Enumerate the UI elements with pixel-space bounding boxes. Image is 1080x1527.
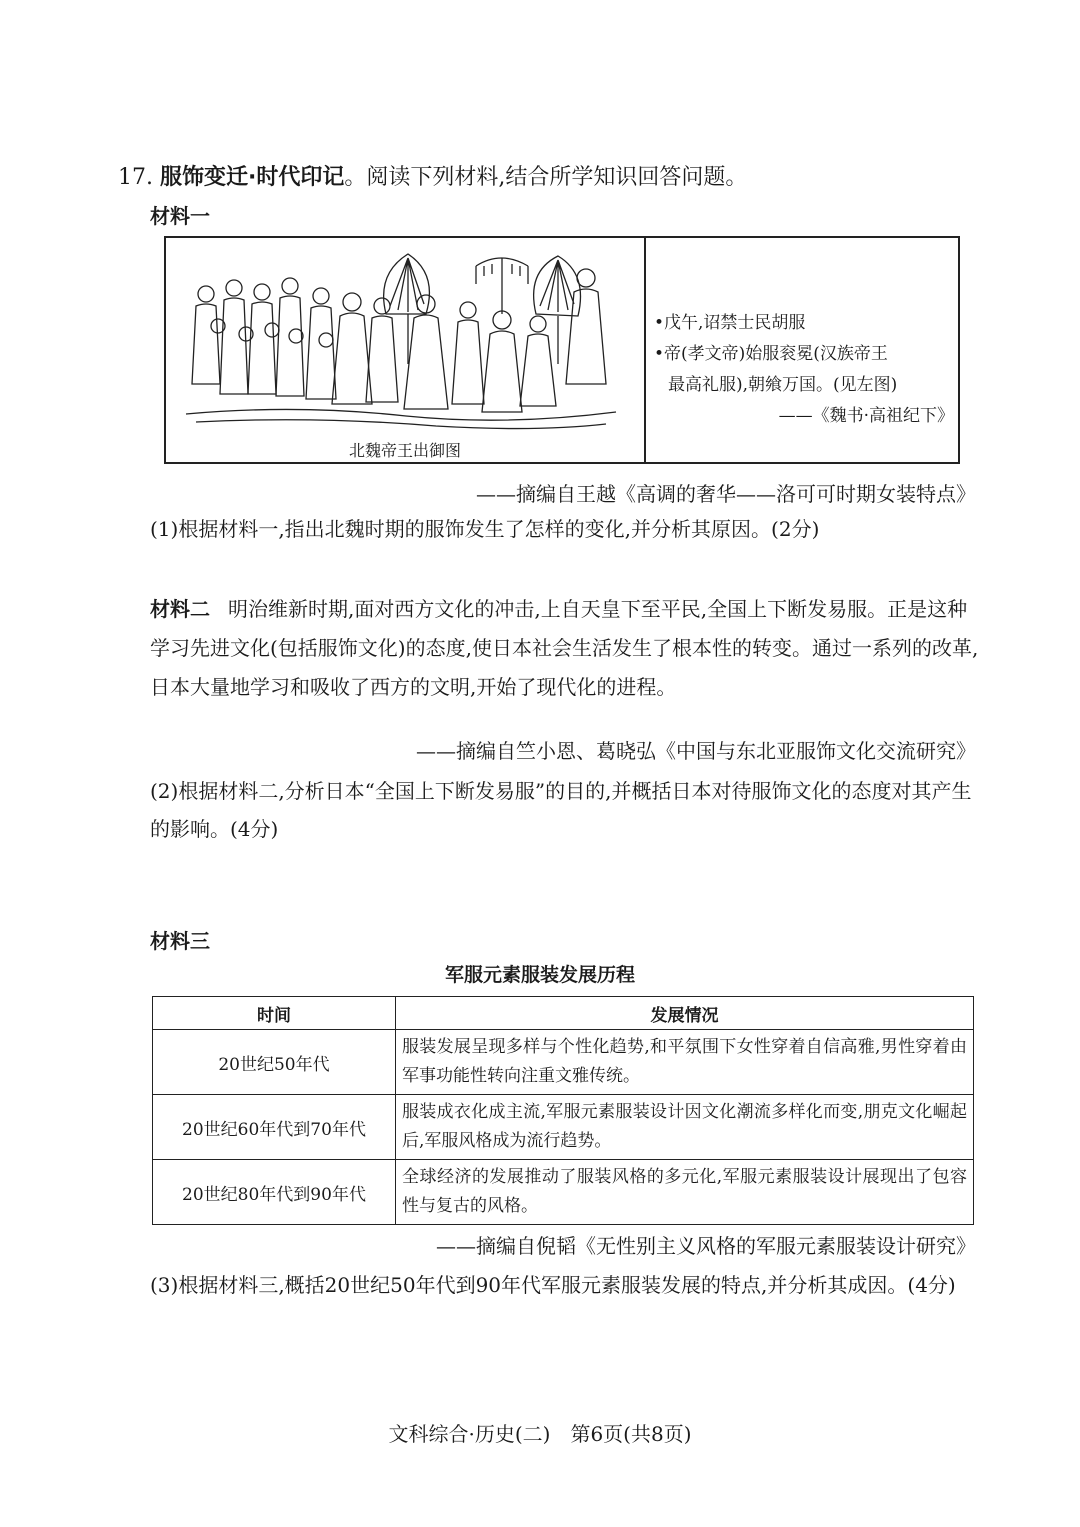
material1-source: ——摘编自王越《高调的奢华——洛可可时期女装特点》	[476, 482, 976, 506]
row-desc: 全球经济的发展推动了服装风格的多元化,军服元素服装设计展现出了包容性与复古的风格。	[396, 1160, 974, 1225]
material2	[150, 590, 980, 707]
question-2: (2)根据材料二,分析日本“全国上下断发易服”的目的,并概括日本对待服饰文化的态度对其产生的影响。(4分)	[150, 779, 972, 841]
question-number: 17.	[118, 165, 153, 190]
table-row	[153, 1095, 974, 1160]
row-time: 20世纪60年代到70年代	[153, 1095, 396, 1160]
row-time: 20世纪80年代到90年代	[153, 1160, 396, 1225]
quote-line: •帝(孝文帝)始服衮冕(汉族帝王	[654, 344, 888, 364]
development-table	[152, 996, 974, 1225]
header-time: 时间	[153, 997, 396, 1030]
procession-illustration	[176, 244, 636, 434]
material1-box	[164, 236, 960, 464]
weishu-quote	[654, 308, 954, 432]
material1-label: 材料一	[150, 204, 210, 228]
image-caption: 北魏帝王出御图	[348, 441, 461, 460]
question-3: (3)根据材料三,概括20世纪50年代到90年代军服元素服装发展的特点,并分析其成因。(4分)	[150, 1273, 956, 1297]
question-1: (1)根据材料一,指出北魏时期的服饰发生了怎样的变化,并分析其原因。(2分)	[150, 517, 820, 541]
table-title: 军服元素服装发展历程	[444, 964, 635, 986]
material2-label: 材料二	[150, 597, 210, 621]
material2-source: ——摘编自竺小恩、葛晓弘《中国与东北亚服饰文化交流研究》	[416, 739, 976, 763]
row-desc: 服装成衣化成主流,军服元素服装设计因文化潮流多样化而变,朋克文化崛起后,军服风格成为流行趋势。	[396, 1095, 974, 1160]
quote-source: ——《魏书·高祖纪下》	[778, 406, 954, 426]
table-row	[153, 1030, 974, 1095]
material3-label: 材料三	[150, 929, 210, 953]
header-development: 发展情况	[396, 997, 974, 1030]
question-title	[118, 160, 747, 191]
row-desc: 服装发展呈现多样与个性化趋势,和平氛围下女性穿着自信高雅,男性穿着由军事功能性转向注重文雅传统。	[396, 1030, 974, 1095]
material2-text: 明治维新时期,面对西方文化的冲击,上自天皇下至平民,全国上下断发易服。正是这种学习先进文化(包括服饰文化)的态度,使日本社会生活发生了根本性的转变。通过一系列的改革,日本大量地学习和吸收了西方的文明,开始了现代化的进程。	[150, 597, 979, 699]
quote-line: 最高礼服),朝飨万国。(见左图)	[668, 375, 898, 395]
material3-source: ——摘编自倪韬《无性别主义风格的军服元素服装设计研究》	[436, 1234, 976, 1258]
table-row	[153, 1160, 974, 1225]
table-header-row	[153, 997, 974, 1030]
page-footer: 文科综合·历史(二) 第6页(共8页)	[388, 1422, 692, 1446]
question-topic: 服饰变迁·时代印记	[160, 165, 345, 190]
question-instruction: 。阅读下列材料,结合所学知识回答问题。	[344, 165, 748, 190]
row-time: 20世纪50年代	[153, 1030, 396, 1095]
material1-divider	[644, 238, 646, 462]
quote-line: •戊午,诏禁士民胡服	[654, 313, 806, 333]
